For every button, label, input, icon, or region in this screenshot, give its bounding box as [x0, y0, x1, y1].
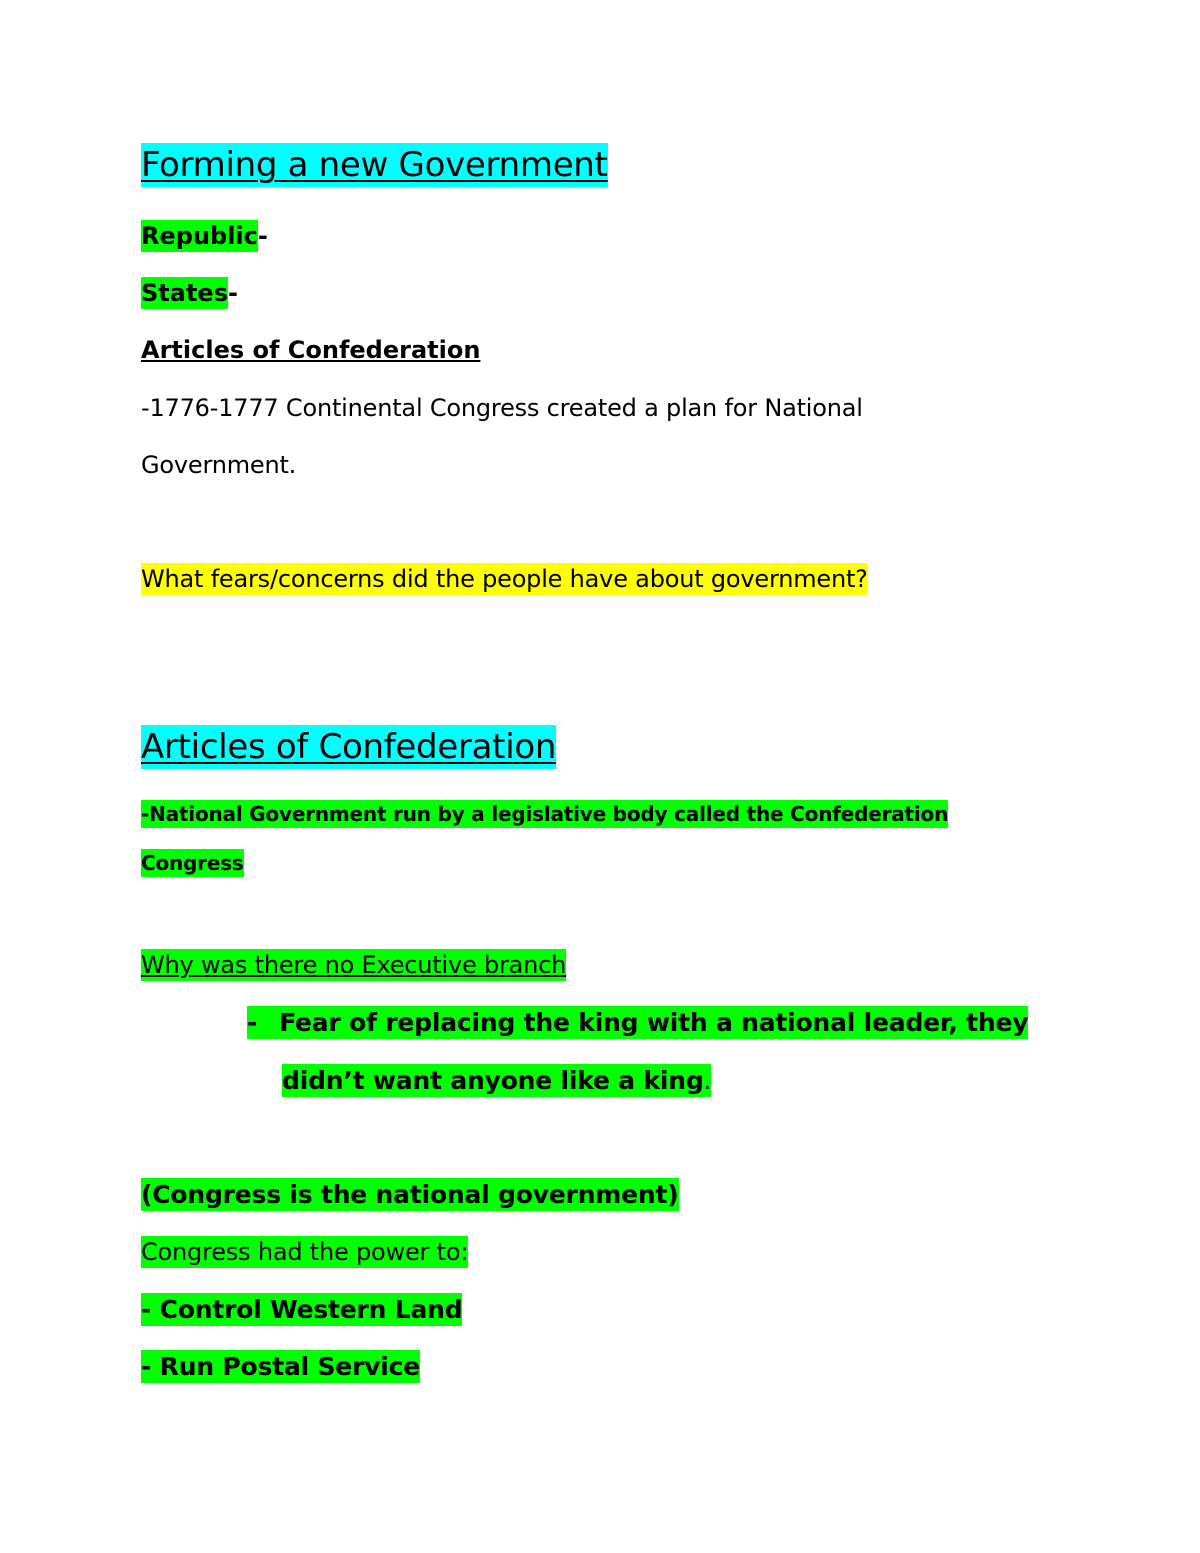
national-gov-line-1: [141, 802, 948, 826]
fear-line-1: [247, 1008, 1028, 1038]
fear-text-2: didn’t want anyone like a king: [282, 1066, 704, 1095]
fear-dash: -: [247, 1008, 258, 1037]
power-item-2-line: [141, 1352, 420, 1382]
fear-period: .: [703, 1066, 712, 1095]
fear-bullet-block: [247, 1006, 1028, 1039]
congress-note: (Congress is the national government): [141, 1180, 679, 1209]
powers-intro: Congress had the power to:: [141, 1238, 469, 1266]
fear-text-1: Fear of replacing the king with a national leader, they: [279, 1008, 1029, 1037]
question-line: [141, 565, 868, 594]
power-item-1: - Control Western Land: [141, 1295, 463, 1324]
powers-intro-line: [141, 1238, 468, 1267]
republic-line: [141, 222, 268, 251]
section-1-title-text: Forming a new Government: [141, 145, 608, 185]
fear-line-2: [282, 1066, 711, 1096]
republic-suffix: -: [257, 222, 268, 250]
national-gov-text-2: Congress: [141, 851, 244, 875]
why-heading: Why was there no Executive branch: [141, 951, 567, 979]
states-line: [141, 279, 238, 308]
section-2-title: [141, 727, 556, 768]
question-text: What fears/concerns did the people have about government?: [141, 565, 868, 593]
congress-note-line: [141, 1180, 679, 1210]
national-gov-text-1: -National Government run by a legislative body called the Confederation: [141, 802, 949, 826]
fear-text-2-block: [282, 1064, 711, 1097]
section-2-title-text: Articles of Confederation: [141, 727, 557, 767]
republic-term: Republic: [141, 222, 258, 250]
national-gov-line-2: [141, 851, 244, 875]
power-item-2: - Run Postal Service: [141, 1352, 421, 1381]
why-heading-line: [141, 951, 566, 980]
states-suffix: -: [228, 279, 238, 307]
power-item-1-line: [141, 1295, 462, 1325]
states-term: States: [141, 279, 228, 307]
paragraph-line-2: Government.: [141, 451, 297, 479]
articles-subheading: Articles of Confederation: [141, 336, 481, 364]
paragraph-line-1: -1776-1777 Continental Congress created a plan for National: [141, 394, 863, 422]
section-1-title: [141, 145, 608, 186]
